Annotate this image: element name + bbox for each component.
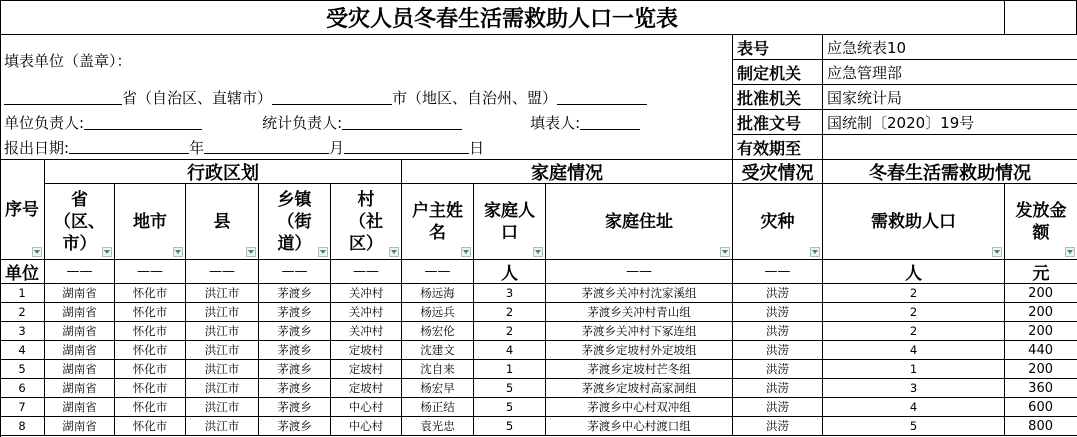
cell-disaster-type[interactable]: 洪涝 <box>733 379 823 398</box>
unit-province[interactable]: —— <box>45 260 115 284</box>
report-date-year: 年 <box>189 138 205 157</box>
cell-seq[interactable]: 4 <box>0 341 45 360</box>
cell-county[interactable]: 洪江市 <box>186 417 259 436</box>
cell-aid-people[interactable]: 2 <box>823 303 1005 322</box>
filter-dropdown-icon[interactable] <box>318 247 328 257</box>
province-line-province: 省（自治区、直辖市） <box>122 89 273 107</box>
cell-amount[interactable]: 200 <box>1005 322 1077 341</box>
cell-disaster-type[interactable]: 洪涝 <box>733 398 823 417</box>
cell-village[interactable]: 关冲村 <box>331 303 402 322</box>
meta-value-3[interactable]: 国家统计局 <box>823 85 1077 110</box>
col-province-label: 省（区、市） <box>54 189 105 254</box>
cell-county[interactable]: 洪江市 <box>186 341 259 360</box>
cell-head[interactable]: 杨远兵 <box>402 303 474 322</box>
cell-province[interactable]: 湖南省 <box>45 284 115 303</box>
responsible-line[interactable] <box>0 110 733 135</box>
col-amount-header[interactable] <box>1005 184 1077 260</box>
cell-head[interactable]: 杨正结 <box>402 398 474 417</box>
cell-members[interactable]: 5 <box>474 417 546 436</box>
cell-town[interactable]: 茅渡乡 <box>259 284 331 303</box>
col-town-header[interactable] <box>259 184 331 260</box>
title-side-cell[interactable] <box>1005 0 1077 35</box>
cell-seq[interactable]: 1 <box>0 284 45 303</box>
cell-town[interactable]: 茅渡乡 <box>259 379 331 398</box>
cell-address[interactable]: 茅渡乡定坡村外定坡组 <box>546 341 733 360</box>
county-blank <box>557 91 647 105</box>
cell-head[interactable]: 杨远海 <box>402 284 474 303</box>
cell-city[interactable]: 怀化市 <box>115 379 186 398</box>
day-blank <box>344 140 469 154</box>
cell-aid-people[interactable]: 2 <box>823 284 1005 303</box>
cell-county[interactable]: 洪江市 <box>186 398 259 417</box>
cell-aid-people[interactable]: 1 <box>823 360 1005 379</box>
cell-county[interactable]: 洪江市 <box>186 284 259 303</box>
cell-amount[interactable]: 200 <box>1005 303 1077 322</box>
cell-village[interactable]: 定坡村 <box>331 360 402 379</box>
cell-head[interactable]: 沈建文 <box>402 341 474 360</box>
cell-town[interactable]: 茅渡乡 <box>259 417 331 436</box>
cell-city[interactable]: 怀化市 <box>115 322 186 341</box>
cell-aid-people[interactable]: 5 <box>823 417 1005 436</box>
filter-dropdown-icon[interactable] <box>461 247 471 257</box>
filter-dropdown-icon[interactable] <box>533 247 543 257</box>
col-village-header[interactable] <box>331 184 402 260</box>
unit-aid-people[interactable]: 人 <box>823 260 1005 284</box>
report-date-day: 日 <box>469 138 485 157</box>
col-seq-header[interactable]: 序号 <box>0 160 45 260</box>
unit-row-label[interactable]: 单位 <box>0 260 45 284</box>
cell-seq[interactable]: 7 <box>0 398 45 417</box>
cell-province[interactable]: 湖南省 <box>45 417 115 436</box>
cell-city[interactable]: 怀化市 <box>115 341 186 360</box>
cell-county[interactable]: 洪江市 <box>186 360 259 379</box>
filter-dropdown-icon[interactable] <box>173 247 183 257</box>
unit-village[interactable]: —— <box>331 260 402 284</box>
col-head-label: 户主姓名 <box>412 200 463 243</box>
cell-province[interactable]: 湖南省 <box>45 341 115 360</box>
cell-county[interactable]: 洪江市 <box>186 379 259 398</box>
unit-label[interactable]: 填表单位（盖章）： <box>0 35 733 85</box>
province-line[interactable] <box>0 85 733 110</box>
filler-label: 填表人: <box>530 114 581 132</box>
cell-amount[interactable]: 600 <box>1005 398 1077 417</box>
cell-county[interactable]: 洪江市 <box>186 322 259 341</box>
cell-address[interactable]: 茅渡乡中心村渡口组 <box>546 417 733 436</box>
cell-seq[interactable]: 5 <box>0 360 45 379</box>
cell-seq[interactable]: 3 <box>0 322 45 341</box>
unit-address[interactable]: —— <box>546 260 733 284</box>
cell-members[interactable]: 4 <box>474 341 546 360</box>
cell-amount[interactable]: 200 <box>1005 284 1077 303</box>
cell-disaster-type[interactable]: 洪涝 <box>733 360 823 379</box>
cell-disaster-type[interactable]: 洪涝 <box>733 322 823 341</box>
col-members-header[interactable] <box>474 184 546 260</box>
col-city-header[interactable] <box>115 184 186 260</box>
meta-value-2[interactable]: 应急管理部 <box>823 60 1077 85</box>
cell-amount[interactable]: 200 <box>1005 360 1077 379</box>
filter-dropdown-icon[interactable] <box>720 247 730 257</box>
cell-town[interactable]: 茅渡乡 <box>259 322 331 341</box>
col-aid-people-label: 需救助人口 <box>871 211 956 232</box>
filter-dropdown-icon[interactable] <box>810 247 820 257</box>
col-village-label: 村（社区） <box>349 189 383 254</box>
cell-members[interactable]: 5 <box>474 398 546 417</box>
meta-label-5[interactable]: 有效期至 <box>733 135 823 160</box>
cell-province[interactable]: 湖南省 <box>45 303 115 322</box>
cell-seq[interactable]: 8 <box>0 417 45 436</box>
cell-disaster-type[interactable]: 洪涝 <box>733 284 823 303</box>
cell-county[interactable]: 洪江市 <box>186 303 259 322</box>
city-blank <box>272 91 392 105</box>
unit-head[interactable]: —— <box>402 260 474 284</box>
cell-head[interactable]: 杨宏伦 <box>402 322 474 341</box>
meta-label-2[interactable]: 制定机关 <box>733 60 823 85</box>
province-blank <box>4 91 122 105</box>
cell-village[interactable]: 中心村 <box>331 398 402 417</box>
filter-dropdown-icon[interactable] <box>992 247 1002 257</box>
cell-city[interactable]: 怀化市 <box>115 303 186 322</box>
col-members-label: 家庭人口 <box>484 200 535 243</box>
cell-address[interactable]: 茅渡乡关冲村下冢连组 <box>546 322 733 341</box>
report-date-label: 报出日期: <box>4 138 70 157</box>
cell-address[interactable]: 茅渡乡定坡村高家洞组 <box>546 379 733 398</box>
cell-town[interactable]: 茅渡乡 <box>259 398 331 417</box>
month-blank <box>204 140 329 154</box>
cell-members[interactable]: 5 <box>474 379 546 398</box>
cell-city[interactable]: 怀化市 <box>115 360 186 379</box>
cell-address[interactable]: 茅渡乡中心村双冲组 <box>546 398 733 417</box>
report-date-month: 月 <box>329 138 345 157</box>
group-admin-header[interactable]: 行政区划 <box>45 160 402 184</box>
cell-town[interactable]: 茅渡乡 <box>259 303 331 322</box>
cell-village[interactable]: 关冲村 <box>331 284 402 303</box>
cell-amount[interactable]: 440 <box>1005 341 1077 360</box>
cell-province[interactable]: 湖南省 <box>45 322 115 341</box>
cell-village[interactable]: 定坡村 <box>331 341 402 360</box>
col-disaster-type-header[interactable] <box>733 184 823 260</box>
cell-town[interactable]: 茅渡乡 <box>259 341 331 360</box>
meta-value-1[interactable]: 应急统表10 <box>823 35 1077 60</box>
province-line-city: 市（地区、自治州、盟） <box>392 89 558 107</box>
cell-members[interactable]: 2 <box>474 303 546 322</box>
col-seq-filter-cell[interactable] <box>0 184 45 260</box>
cell-city[interactable]: 怀化市 <box>115 284 186 303</box>
filter-dropdown-icon[interactable] <box>246 247 256 257</box>
unit-head-blank <box>84 116 202 130</box>
meta-label-1[interactable]: 表号 <box>733 35 823 60</box>
report-date-line[interactable] <box>0 135 733 160</box>
cell-disaster-type[interactable]: 洪涝 <box>733 417 823 436</box>
cell-village[interactable]: 定坡村 <box>331 379 402 398</box>
cell-members[interactable]: 2 <box>474 322 546 341</box>
col-disaster-type-label: 灾种 <box>760 211 795 232</box>
col-county-header[interactable] <box>186 184 259 260</box>
col-head-header[interactable] <box>402 184 474 260</box>
cell-amount[interactable]: 360 <box>1005 379 1077 398</box>
meta-value-4[interactable]: 国统制〔2020〕19号 <box>823 110 1077 135</box>
cell-head[interactable]: 杨宏早 <box>402 379 474 398</box>
filter-dropdown-icon[interactable] <box>1065 247 1075 257</box>
group-family-header[interactable]: 家庭情况 <box>402 160 733 184</box>
cell-village[interactable]: 关冲村 <box>331 322 402 341</box>
unit-amount[interactable]: 元 <box>1005 260 1077 284</box>
cell-town[interactable]: 茅渡乡 <box>259 360 331 379</box>
unit-town[interactable]: —— <box>259 260 331 284</box>
filter-dropdown-icon[interactable] <box>102 247 112 257</box>
cell-aid-people[interactable]: 4 <box>823 398 1005 417</box>
cell-address[interactable]: 茅渡乡关冲村青山组 <box>546 303 733 322</box>
cell-disaster-type[interactable]: 洪涝 <box>733 341 823 360</box>
year-blank <box>69 140 189 154</box>
col-town-label: 乡镇（街道） <box>277 189 312 254</box>
col-aid-people-header[interactable] <box>823 184 1005 260</box>
col-amount-label: 发放金额 <box>1015 200 1067 243</box>
cell-seq[interactable]: 6 <box>0 379 45 398</box>
group-disaster-header[interactable]: 受灾情况 <box>733 160 823 184</box>
cell-village[interactable]: 中心村 <box>331 417 402 436</box>
meta-value-5[interactable] <box>823 135 1077 160</box>
cell-province[interactable]: 湖南省 <box>45 379 115 398</box>
cell-disaster-type[interactable]: 洪涝 <box>733 303 823 322</box>
cell-seq[interactable]: 2 <box>0 303 45 322</box>
group-aid-header[interactable]: 冬春生活需救助情况 <box>823 160 1077 184</box>
col-city-label: 地市 <box>133 211 167 232</box>
cell-address[interactable]: 茅渡乡关冲村沈家溪组 <box>546 284 733 303</box>
unit-disaster-type[interactable]: —— <box>733 260 823 284</box>
cell-city[interactable]: 怀化市 <box>115 417 186 436</box>
stats-head-label: 统计负责人: <box>262 114 343 132</box>
cell-province[interactable]: 湖南省 <box>45 360 115 379</box>
col-province-header[interactable] <box>45 184 115 260</box>
table-title[interactable]: 受灾人员冬春生活需救助人口一览表 <box>0 0 1005 35</box>
cell-aid-people[interactable]: 3 <box>823 379 1005 398</box>
filter-dropdown-icon[interactable] <box>389 247 399 257</box>
col-address-header[interactable] <box>546 184 733 260</box>
cell-address[interactable]: 茅渡乡定坡村芒冬组 <box>546 360 733 379</box>
cell-members[interactable]: 3 <box>474 284 546 303</box>
unit-head-label: 单位负责人: <box>4 114 85 132</box>
cell-head[interactable]: 沈自来 <box>402 360 474 379</box>
filter-dropdown-icon[interactable] <box>32 247 42 257</box>
stats-head-blank <box>342 116 462 130</box>
cell-city[interactable]: 怀化市 <box>115 398 186 417</box>
col-address-label: 家庭住址 <box>605 211 673 232</box>
cell-aid-people[interactable]: 2 <box>823 322 1005 341</box>
col-county-label: 县 <box>213 211 231 232</box>
cell-head[interactable]: 袁光忠 <box>402 417 474 436</box>
cell-amount[interactable]: 800 <box>1005 417 1077 436</box>
cell-province[interactable]: 湖南省 <box>45 398 115 417</box>
unit-city[interactable]: —— <box>115 260 186 284</box>
cell-aid-people[interactable]: 4 <box>823 341 1005 360</box>
unit-county[interactable]: —— <box>186 260 259 284</box>
unit-members[interactable]: 人 <box>474 260 546 284</box>
meta-label-4[interactable]: 批准文号 <box>733 110 823 135</box>
meta-label-3[interactable]: 批准机关 <box>733 85 823 110</box>
filler-blank <box>580 116 640 130</box>
cell-members[interactable]: 1 <box>474 360 546 379</box>
